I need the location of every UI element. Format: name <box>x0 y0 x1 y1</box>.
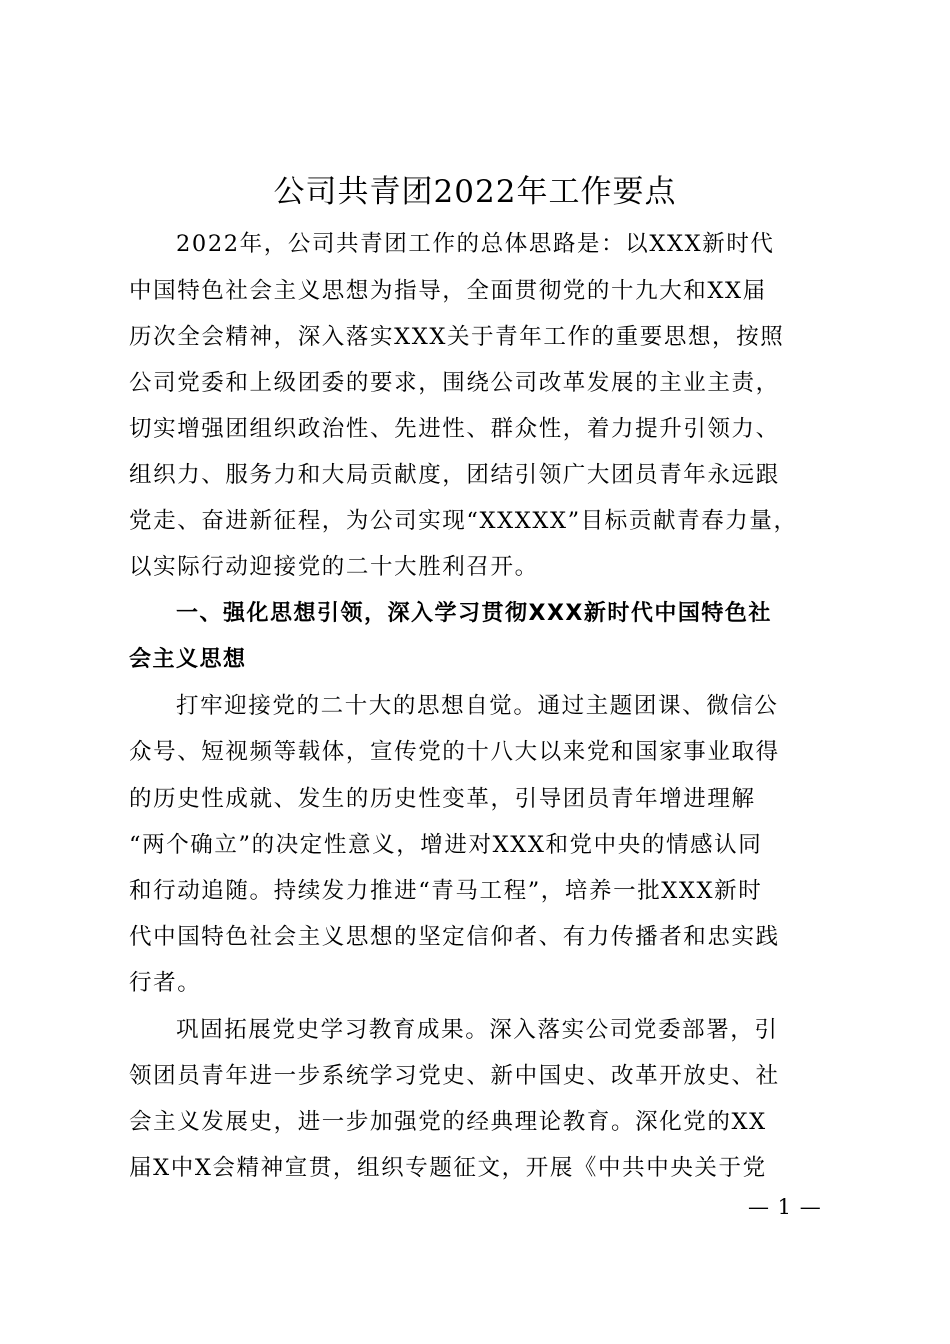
section-heading: 一、强化思想引领，深入学习贯彻XXX新时代中国特色社 <box>176 601 772 626</box>
document-title: 公司共青团2022年工作要点 <box>273 174 677 210</box>
paragraph-line: 打牢迎接党的二十大的思想自觉。通过主题团课、微信公 <box>176 693 779 719</box>
intro-line: 中国特色社会主义思想为指导，全面贯彻党的十九大和XX届 <box>129 278 767 304</box>
paragraph-line: 巩固拓展党史学习教育成果。深入落实公司党委部署，引 <box>176 1017 779 1043</box>
paragraph-line: 众号、短视频等载体，宣传党的十八大以来党和国家事业取得 <box>129 739 780 765</box>
intro-line: 切实增强团组织政治性、先进性、群众性，着力提升引领力、 <box>129 416 780 442</box>
section-heading: 会主义思想 <box>129 647 247 672</box>
page-number: — 1 — <box>748 1195 822 1219</box>
paragraph-line: “两个确立”的决定性意义，增进对XXX和党中央的情感认同 <box>129 832 763 858</box>
paragraph-line: 和行动追随。持续发力推进“青马工程”，培养一批XXX新时 <box>129 878 763 904</box>
paragraph-line: 领团员青年进一步系统学习党史、新中国史、改革开放史、社 <box>129 1063 780 1089</box>
paragraph-line: 的历史性成就、发生的历史性变革，引导团员青年增进理解 <box>129 786 756 812</box>
intro-line: 以实际行动迎接党的二十大胜利召开。 <box>129 554 539 580</box>
paragraph-line: 会主义发展史，进一步加强党的经典理论教育。深化党的XX <box>129 1109 767 1135</box>
intro-line: 历次全会精神，深入落实XXX关于青年工作的重要思想，按照 <box>129 324 785 350</box>
intro-line: 党走、奋进新征程，为公司实现“XXXXX”目标贡献青春力量， <box>129 508 798 534</box>
intro-line: 公司党委和上级团委的要求，围绕公司改革发展的主业主责， <box>129 370 780 396</box>
paragraph-line: 代中国特色社会主义思想的坚定信仰者、有力传播者和忠实践 <box>129 924 780 950</box>
paragraph-line: 届X中X会精神宣贯，组织专题征文，开展《中共中央关于党 <box>129 1155 767 1181</box>
intro-line: 2022年，公司共青团工作的总体思路是：以XXX新时代 <box>176 231 775 257</box>
intro-line: 组织力、服务力和大局贡献度，团结引领广大团员青年永远跟 <box>129 462 780 488</box>
paragraph-line: 行者。 <box>129 970 202 996</box>
